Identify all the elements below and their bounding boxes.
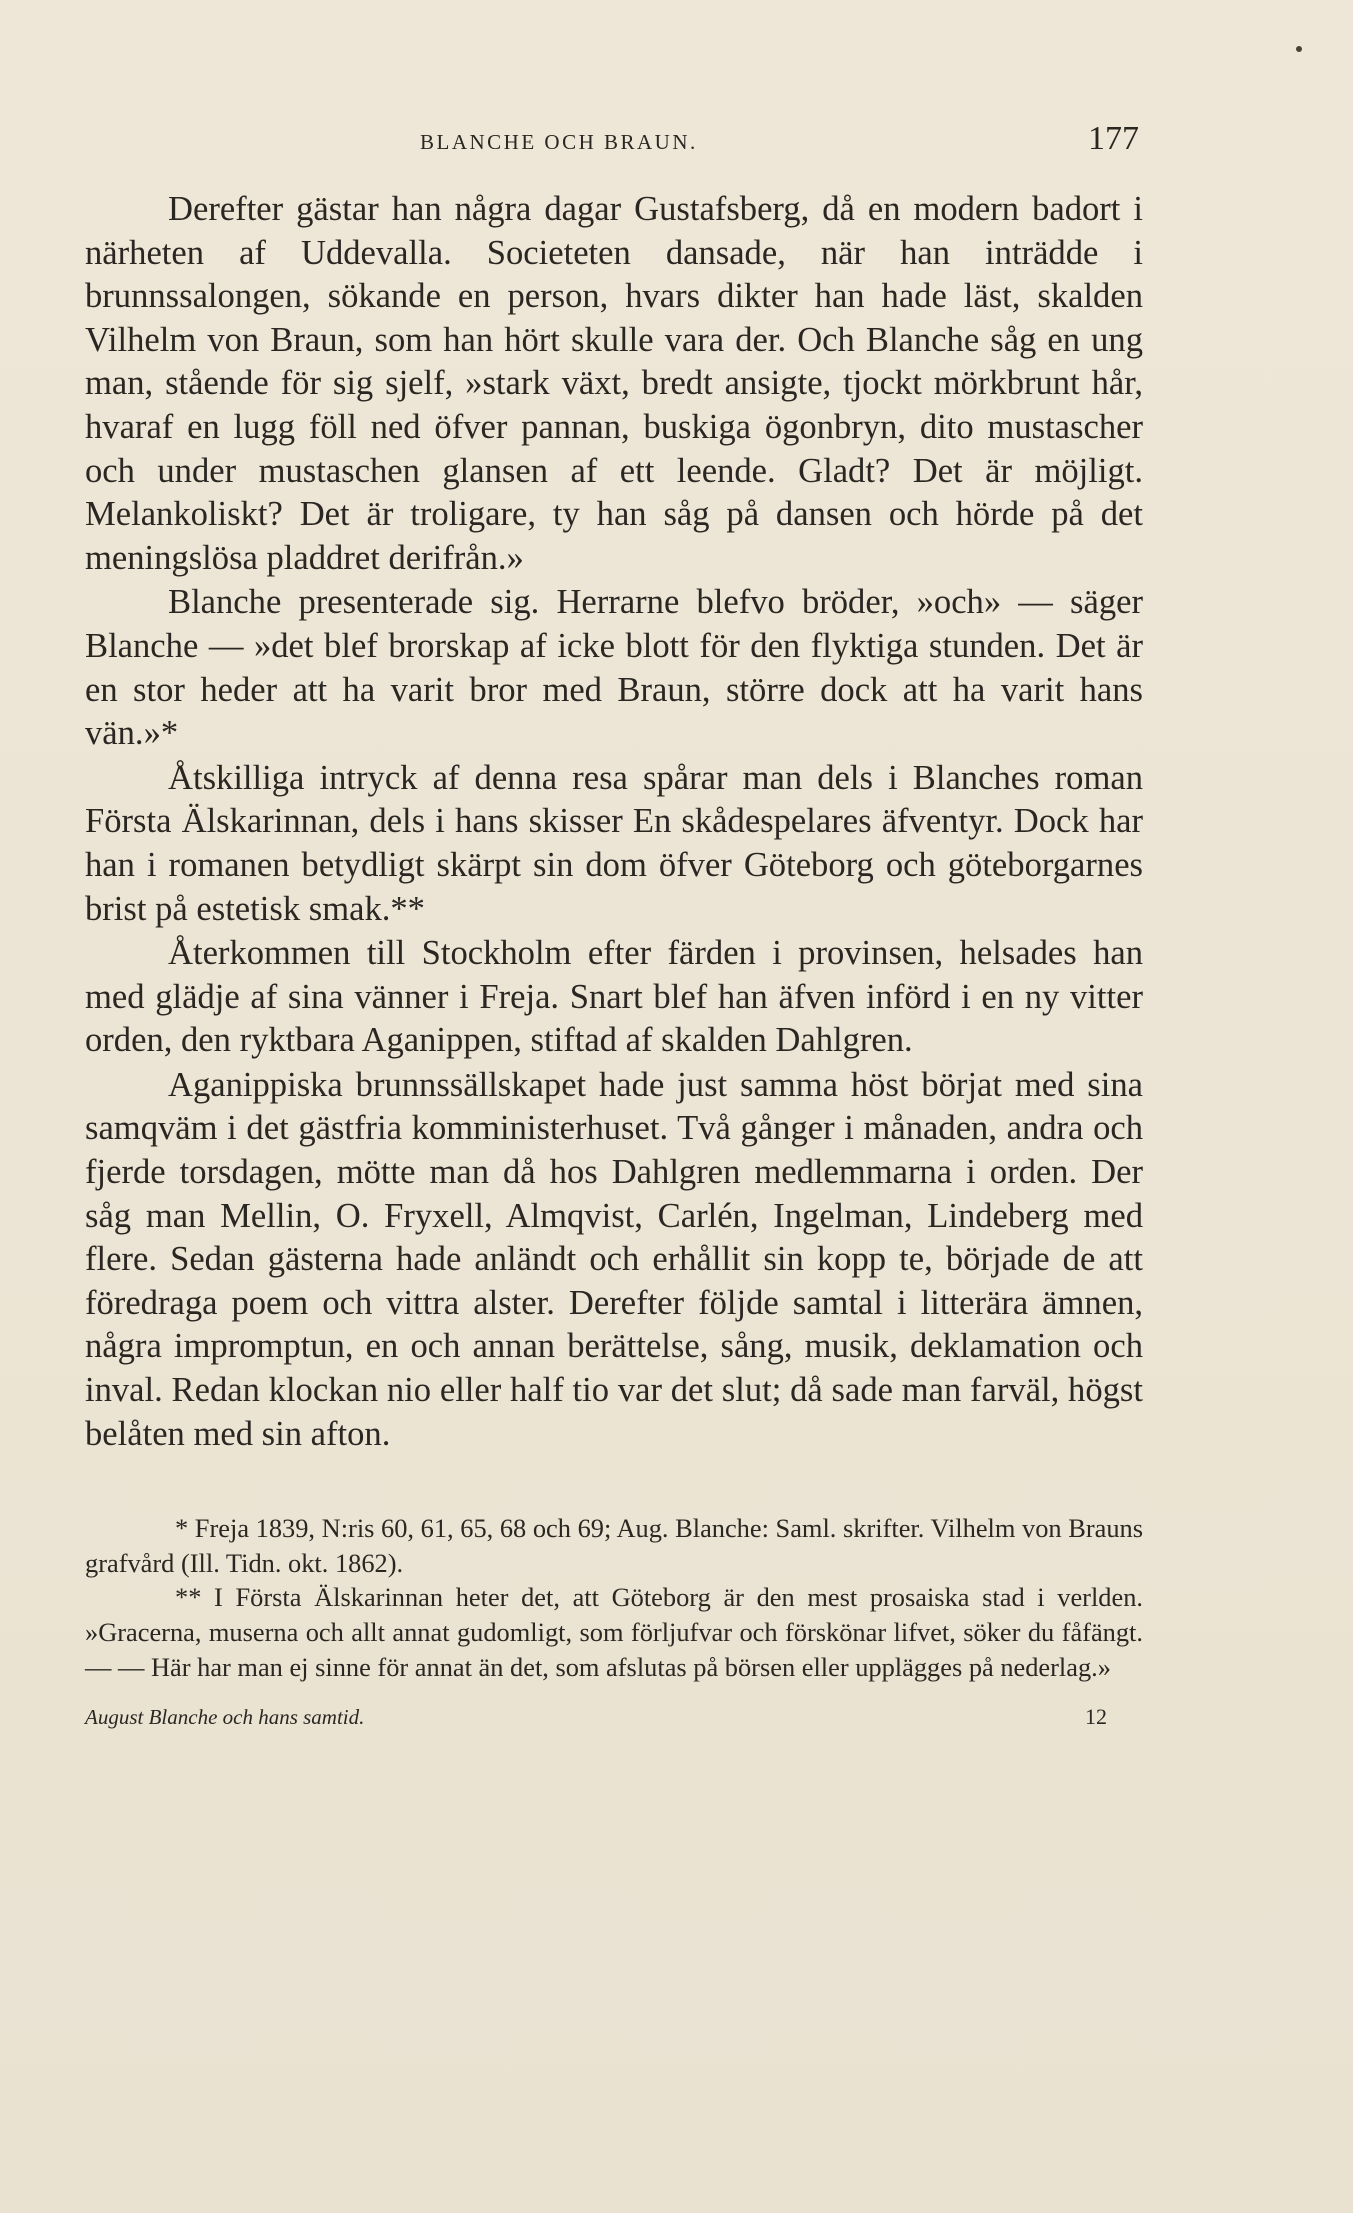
- page-number: 177: [1088, 120, 1139, 157]
- paragraph: Blanche presenterade sig. Herrarne blefvo bröder, »och» — säger Blanche — »det blef brorskap af icke blott för den flyktiga stunden. Det är en stor heder att ha varit bror med Braun, större dock att ha varit hans vän.»*: [85, 583, 1143, 753]
- signature-book-title: August Blanche och hans samtid.: [85, 1705, 365, 1730]
- paragraph: Aganippiska brunnssällskapet hade just samma höst börjat med sina samqväm i det gästfria komministerhuset. Två gånger i månaden, andra och fjerde torsdagen, mötte man då hos Dahlgren medlemmarna i orden. Der såg man Mellin, O. Fryxell, Almqvist, Carlén, Ingelman, Lindeberg med flere. Sedan gästerna hade anländt och erhållit sin kopp te, började de att föredraga poem och vittra alster. Derefter följde samtal i litterära ämnen, några impromptun, en och annan berättelse, sång, musik, deklamation och inval. Redan klockan nio eller half tio var det slut; då sade man farväl, högst belåten med sin afton.: [85, 1065, 1143, 1453]
- print-speck: [1296, 46, 1302, 52]
- paragraph: Återkommen till Stockholm efter färden i provinsen, helsades han med glädje af sina vänner i Freja. Snart blef han äfven införd i en ny vitter orden, den ryktbara Aganippen, stiftad af skalden Dahlgren.: [85, 934, 1143, 1060]
- body-text: [85, 188, 1143, 1456]
- footnote: ** I Första Älskarinnan heter det, att Göteborg är den mest prosaiska stad i verlden. »Gracerna, muserna och allt annat gudomligt, som förljufvar och förskönar lifvet, söker du fåfängt. — — Här har man ej sinne för annat än det, som afslutas på börsen eller upplägges på nederlag.»: [85, 1582, 1143, 1682]
- running-title: BLANCHE OCH BRAUN.: [420, 130, 698, 154]
- sheet-number: 12: [1085, 1704, 1107, 1730]
- footnotes: [85, 1511, 1143, 1684]
- paragraph: Derefter gästar han några dagar Gustafsberg, då en modern badort i närheten af Uddevalla. Societeten dansade, när han inträdde i brunnssalongen, sökande en person, hvars dikter han hade läst, skalden Vilhelm von Braun, som han hört skulle vara der. Och Blanche såg en ung man, stående för sig sjelf, »stark växt, bredt ansigte, tjockt mörkbrunt hår, hvaraf en lugg föll ned öfver pannan, buskiga ögonbryn, dito mustascher och under mustaschen glansen af ett leende. Gladt? Det är möjligt. Melankoliskt? Det är troligare, ty han såg på dansen och hörde på det meningslösa pladdret derifrån.»: [85, 190, 1143, 577]
- printer-signature: [85, 1704, 1143, 1730]
- running-head: [85, 120, 1143, 168]
- paragraph: Åtskilliga intryck af denna resa spårar man dels i Blanches roman Första Älskarinnan, dels i hans skisser En skådespelares äfventyr. Dock har han i romanen betydligt skärpt sin dom öfver Göteborg och göteborgarnes brist på estetisk smak.**: [85, 758, 1143, 928]
- footnote: * Freja 1839, N:ris 60, 61, 65, 68 och 69; Aug. Blanche: Saml. skrifter. Vilhelm von Brauns grafvård (Ill. Tidn. okt. 1862).: [85, 1513, 1143, 1578]
